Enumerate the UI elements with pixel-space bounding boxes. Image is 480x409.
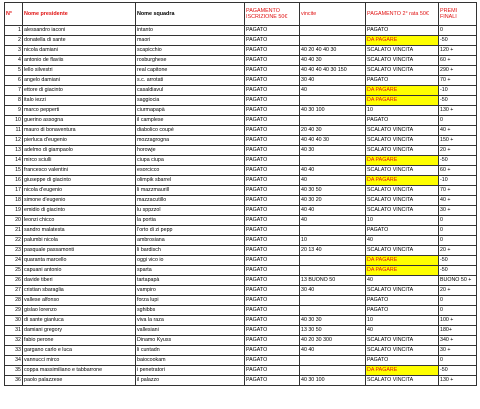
table-row — [5, 356, 477, 366]
prizes-cell: 0 — [439, 216, 477, 226]
second-installment-cell: DA PAGARE — [366, 86, 439, 96]
table-row — [5, 246, 477, 256]
team-cell: Dinamo Kyuss — [136, 336, 245, 346]
prizes-cell: 0 — [439, 296, 477, 306]
prizes-cell: 30 + — [439, 206, 477, 216]
row-number: 8 — [5, 96, 23, 106]
second-installment-cell: SCALATO VINCITA — [366, 186, 439, 196]
second-installment-cell: 10 — [366, 216, 439, 226]
second-installment-cell: SCALATO VINCITA — [366, 66, 439, 76]
wins-cell — [300, 226, 366, 236]
team-cell: lu sppzzol — [136, 206, 245, 216]
prizes-cell: -10 — [439, 86, 477, 96]
row-number: 18 — [5, 196, 23, 206]
table-row — [5, 106, 477, 116]
wins-cell: 40 40 — [300, 346, 366, 356]
prizes-cell: 60 + — [439, 166, 477, 176]
prizes-cell: 30 + — [439, 346, 477, 356]
fee-cell: PAGATO — [245, 166, 300, 176]
fee-cell: PAGATO — [245, 296, 300, 306]
fee-cell: PAGATO — [245, 126, 300, 136]
fee-cell: PAGATO — [245, 276, 300, 286]
team-cell: li cuntadn — [136, 346, 245, 356]
table-row — [5, 296, 477, 306]
team-cell: il camplese — [136, 116, 245, 126]
wins-cell: 13 30 50 — [300, 326, 366, 336]
team-cell: horowje — [136, 146, 245, 156]
president-cell: sandro malatesta — [23, 226, 136, 236]
row-number: 10 — [5, 116, 23, 126]
fee-cell: PAGATO — [245, 86, 300, 96]
fee-cell: PAGATO — [245, 56, 300, 66]
president-cell: palumbi nicola — [23, 236, 136, 246]
table-row — [5, 286, 477, 296]
row-number: 11 — [5, 126, 23, 136]
team-cell: li mazzmaurill — [136, 186, 245, 196]
team-cell: maori — [136, 36, 245, 46]
president-cell: emidio di giacinto — [23, 206, 136, 216]
table-row — [5, 336, 477, 346]
prizes-cell: -10 — [439, 176, 477, 186]
fee-cell: PAGATO — [245, 266, 300, 276]
header-wins: vincite — [300, 3, 366, 26]
row-number: 4 — [5, 56, 23, 66]
team-cell: mozzagrogna — [136, 136, 245, 146]
table-row — [5, 256, 477, 266]
team-cell: li bardisch — [136, 246, 245, 256]
president-cell: alessandro iaconi — [23, 26, 136, 36]
fee-cell: PAGATO — [245, 366, 300, 376]
row-number: 13 — [5, 146, 23, 156]
team-cell: baiocookam — [136, 356, 245, 366]
header-number: N° — [5, 3, 23, 26]
row-number: 26 — [5, 276, 23, 286]
row-number: 34 — [5, 356, 23, 366]
table-row — [5, 176, 477, 186]
fee-cell: PAGATO — [245, 356, 300, 366]
row-number: 27 — [5, 286, 23, 296]
wins-cell: 10 — [300, 236, 366, 246]
president-cell: vannucci mirco — [23, 356, 136, 366]
fee-cell: PAGATO — [245, 46, 300, 56]
wins-cell: 40 20 30 300 — [300, 336, 366, 346]
prizes-cell: 150 + — [439, 136, 477, 146]
president-cell: davide tiberi — [23, 276, 136, 286]
team-cell: ambrosiana — [136, 236, 245, 246]
team-cell: s.c. arrotati — [136, 76, 245, 86]
wins-cell: 30 40 — [300, 76, 366, 86]
fee-cell: PAGATO — [245, 316, 300, 326]
header-team: Nome squadra — [136, 3, 245, 26]
spreadsheet — [4, 2, 476, 386]
header-prizes: PREMI FINALI — [439, 3, 477, 26]
wins-cell: 40 40 — [300, 166, 366, 176]
team-cell: la portia — [136, 216, 245, 226]
president-cell: nicola d'eugenio — [23, 186, 136, 196]
row-number: 3 — [5, 46, 23, 56]
wins-cell: 40 — [300, 216, 366, 226]
row-number: 14 — [5, 156, 23, 166]
second-installment-cell: 40 — [366, 276, 439, 286]
wins-cell — [300, 26, 366, 36]
second-installment-cell: 40 — [366, 326, 439, 336]
table-row — [5, 186, 477, 196]
second-installment-cell: DA PAGARE — [366, 36, 439, 46]
fee-cell: PAGATO — [245, 36, 300, 46]
second-installment-cell: 10 — [366, 316, 439, 326]
row-number: 25 — [5, 266, 23, 276]
president-cell: fabio perone — [23, 336, 136, 346]
president-cell: mirco sciulli — [23, 156, 136, 166]
table-row — [5, 236, 477, 246]
row-number: 23 — [5, 246, 23, 256]
table-row — [5, 346, 477, 356]
wins-cell: 40 — [300, 176, 366, 186]
prizes-cell: 40 + — [439, 126, 477, 136]
president-cell: pierluca d'eugenio — [23, 136, 136, 146]
fee-cell: PAGATO — [245, 96, 300, 106]
president-cell: antonio de flaviis — [23, 56, 136, 66]
president-cell: damiani gregory — [23, 326, 136, 336]
table-row — [5, 76, 477, 86]
prizes-cell: 0 — [439, 356, 477, 366]
prizes-cell: 340 + — [439, 336, 477, 346]
team-cell: ciurmapapà — [136, 106, 245, 116]
president-cell: gislao lorenzo — [23, 306, 136, 316]
prizes-cell: 120 + — [439, 46, 477, 56]
row-number: 36 — [5, 376, 23, 386]
wins-cell — [300, 96, 366, 106]
row-number: 17 — [5, 186, 23, 196]
president-cell: mauro di bonaventura — [23, 126, 136, 136]
fee-cell: PAGATO — [245, 66, 300, 76]
team-cell: olimpik sbarrel — [136, 176, 245, 186]
wins-cell: 40 40 30 — [300, 56, 366, 66]
prizes-cell: 290 + — [439, 66, 477, 76]
president-cell: giuseppe di giacinto — [23, 176, 136, 186]
president-cell: di sante gianluca — [23, 316, 136, 326]
president-cell: gargano carlo e luca — [23, 346, 136, 356]
header-second-installment: PAGAMENTO 2° rata 50€ — [366, 3, 439, 26]
prizes-cell: 0 — [439, 116, 477, 126]
second-installment-cell: SCALATO VINCITA — [366, 166, 439, 176]
row-number: 28 — [5, 296, 23, 306]
second-installment-cell: DA PAGARE — [366, 96, 439, 106]
president-cell: leonzi chicco — [23, 216, 136, 226]
wins-cell — [300, 36, 366, 46]
president-cell: lello silvestri — [23, 66, 136, 76]
table-row — [5, 26, 477, 36]
fee-cell: PAGATO — [245, 176, 300, 186]
president-cell: capuani antonio — [23, 266, 136, 276]
president-cell: francesco valentini — [23, 166, 136, 176]
fee-cell: PAGATO — [245, 136, 300, 146]
wins-cell: 40 20 40 40 30 — [300, 46, 366, 56]
prizes-cell: 20 + — [439, 246, 477, 256]
second-installment-cell: 40 — [366, 236, 439, 246]
wins-cell: 40 30 — [300, 146, 366, 156]
second-installment-cell: PAGATO — [366, 226, 439, 236]
team-cell: l'orto di zi pepp — [136, 226, 245, 236]
fee-cell: PAGATO — [245, 186, 300, 196]
wins-cell: 40 40 40 30 — [300, 136, 366, 146]
president-cell: paolo palazzese — [23, 376, 136, 386]
row-number: 30 — [5, 316, 23, 326]
fee-cell: PAGATO — [245, 246, 300, 256]
second-installment-cell: PAGATO — [366, 26, 439, 36]
wins-cell: 40 30 30 — [300, 316, 366, 326]
team-cell: vampiro — [136, 286, 245, 296]
president-cell: quaranta marcello — [23, 256, 136, 266]
row-number: 33 — [5, 346, 23, 356]
wins-cell: 40 30 20 — [300, 196, 366, 206]
fee-cell: PAGATO — [245, 206, 300, 216]
prizes-cell: 40 + — [439, 196, 477, 206]
president-cell: simone d'eugenio — [23, 196, 136, 206]
team-cell: intanto — [136, 26, 245, 36]
team-cell: i penetratori — [136, 366, 245, 376]
second-installment-cell: DA PAGARE — [366, 156, 439, 166]
prizes-cell: -50 — [439, 96, 477, 106]
fee-cell: PAGATO — [245, 256, 300, 266]
fee-cell: PAGATO — [245, 286, 300, 296]
table-row — [5, 46, 477, 56]
wins-cell — [300, 156, 366, 166]
header-row — [5, 3, 477, 26]
team-cell: esorcicco — [136, 166, 245, 176]
row-number: 7 — [5, 86, 23, 96]
second-installment-cell: SCALATO VINCITA — [366, 136, 439, 146]
fee-cell: PAGATO — [245, 26, 300, 36]
wins-cell — [300, 366, 366, 376]
prizes-cell: 130 + — [439, 376, 477, 386]
wins-cell: 40 30 100 — [300, 106, 366, 116]
row-number: 5 — [5, 66, 23, 76]
row-number: 16 — [5, 176, 23, 186]
second-installment-cell: DA PAGARE — [366, 256, 439, 266]
prizes-cell: BUONO 50 + — [439, 276, 477, 286]
wins-cell: 20 40 30 — [300, 126, 366, 136]
wins-cell: 30 40 — [300, 286, 366, 296]
table-row — [5, 226, 477, 236]
fee-cell: PAGATO — [245, 196, 300, 206]
second-installment-cell: PAGATO — [366, 306, 439, 316]
prizes-cell: -50 — [439, 256, 477, 266]
team-cell: rosburghese — [136, 56, 245, 66]
prizes-cell: 0 — [439, 236, 477, 246]
president-cell: guerino assogna — [23, 116, 136, 126]
second-installment-cell: SCALATO VINCITA — [366, 376, 439, 386]
table-row — [5, 96, 477, 106]
second-installment-cell: SCALATO VINCITA — [366, 246, 439, 256]
row-number: 19 — [5, 206, 23, 216]
president-cell: nicola damiani — [23, 46, 136, 56]
fee-cell: PAGATO — [245, 146, 300, 156]
president-cell: ettore di giacinto — [23, 86, 136, 96]
wins-cell: 20 13 40 — [300, 246, 366, 256]
table-row — [5, 376, 477, 386]
table-row — [5, 316, 477, 326]
wins-cell — [300, 116, 366, 126]
fee-cell: PAGATO — [245, 376, 300, 386]
second-installment-cell: 10 — [366, 106, 439, 116]
fee-cell: PAGATO — [245, 106, 300, 116]
fee-cell: PAGATO — [245, 346, 300, 356]
table-row — [5, 266, 477, 276]
table-row — [5, 216, 477, 226]
row-number: 32 — [5, 336, 23, 346]
president-cell: cristian sbaraglia — [23, 286, 136, 296]
row-number: 20 — [5, 216, 23, 226]
team-cell: il palazzo — [136, 376, 245, 386]
row-number: 29 — [5, 306, 23, 316]
row-number: 15 — [5, 166, 23, 176]
row-number: 24 — [5, 256, 23, 266]
prizes-cell: -50 — [439, 156, 477, 166]
second-installment-cell: DA PAGARE — [366, 266, 439, 276]
president-cell: donatella di sante — [23, 36, 136, 46]
fee-cell: PAGATO — [245, 156, 300, 166]
table-row — [5, 66, 477, 76]
table-row — [5, 206, 477, 216]
row-number: 2 — [5, 36, 23, 46]
second-installment-cell: SCALATO VINCITA — [366, 146, 439, 156]
team-cell: real capitone — [136, 66, 245, 76]
president-cell: coppa massimiliano e tabbarrone — [23, 366, 136, 376]
president-cell: pasquale passamonti — [23, 246, 136, 256]
prizes-cell: 180+ — [439, 326, 477, 336]
fee-cell: PAGATO — [245, 226, 300, 236]
prizes-cell: -50 — [439, 366, 477, 376]
table-row — [5, 136, 477, 146]
prizes-cell: 70 + — [439, 186, 477, 196]
row-number: 1 — [5, 26, 23, 36]
team-cell: mazzacutillo — [136, 196, 245, 206]
second-installment-cell: SCALATO VINCITA — [366, 46, 439, 56]
table-row — [5, 166, 477, 176]
row-number: 6 — [5, 76, 23, 86]
row-number: 31 — [5, 326, 23, 336]
president-cell: adelmo di giampaolo — [23, 146, 136, 156]
president-cell: marco pepperti — [23, 106, 136, 116]
president-cell: angelo damiani — [23, 76, 136, 86]
prizes-cell: 130 + — [439, 106, 477, 116]
second-installment-cell: SCALATO VINCITA — [366, 336, 439, 346]
team-cell: scapicchio — [136, 46, 245, 56]
prizes-cell: 0 — [439, 306, 477, 316]
wins-cell: 40 30 50 — [300, 186, 366, 196]
prizes-cell: 20 + — [439, 146, 477, 156]
second-installment-cell: SCALATO VINCITA — [366, 56, 439, 66]
wins-cell — [300, 266, 366, 276]
table-row — [5, 276, 477, 286]
team-cell: saggiocia — [136, 96, 245, 106]
team-cell: sparta — [136, 266, 245, 276]
wins-cell: 40 40 — [300, 206, 366, 216]
row-number: 12 — [5, 136, 23, 146]
row-number: 22 — [5, 236, 23, 246]
second-installment-cell: PAGATO — [366, 116, 439, 126]
wins-cell — [300, 256, 366, 266]
wins-cell — [300, 356, 366, 366]
row-number: 9 — [5, 106, 23, 116]
team-cell: viva la raza — [136, 316, 245, 326]
team-cell: forza lupi — [136, 296, 245, 306]
second-installment-cell: SCALATO VINCITA — [366, 196, 439, 206]
table-row — [5, 56, 477, 66]
wins-cell — [300, 306, 366, 316]
second-installment-cell: SCALATO VINCITA — [366, 346, 439, 356]
prizes-cell: 20 + — [439, 286, 477, 296]
second-installment-cell: PAGATO — [366, 356, 439, 366]
prizes-cell: 70 + — [439, 76, 477, 86]
second-installment-cell: DA PAGARE — [366, 176, 439, 186]
table-row — [5, 196, 477, 206]
president-cell: italo iezzi — [23, 96, 136, 106]
fee-cell: PAGATO — [245, 236, 300, 246]
prizes-cell: 0 — [439, 26, 477, 36]
wins-cell: 40 40 40 40 30 150 — [300, 66, 366, 76]
fee-cell: PAGATO — [245, 306, 300, 316]
team-cell: vallesiani — [136, 326, 245, 336]
team-cell: sghibbs — [136, 306, 245, 316]
table-row — [5, 156, 477, 166]
president-cell: vallese alfonso — [23, 296, 136, 306]
second-installment-cell: DA PAGARE — [366, 366, 439, 376]
prizes-cell: -50 — [439, 36, 477, 46]
table-row — [5, 86, 477, 96]
fee-cell: PAGATO — [245, 326, 300, 336]
fee-cell: PAGATO — [245, 336, 300, 346]
prizes-cell: 60 + — [439, 56, 477, 66]
league-payments-table — [4, 2, 477, 386]
team-cell: tartapapà — [136, 276, 245, 286]
table-row — [5, 366, 477, 376]
team-cell: oggi vico io — [136, 256, 245, 266]
prizes-cell: 100 + — [439, 316, 477, 326]
fee-cell: PAGATO — [245, 116, 300, 126]
table-row — [5, 36, 477, 46]
team-cell: casaldiavul — [136, 86, 245, 96]
prizes-cell: 0 — [439, 226, 477, 236]
team-cell: ciupa ciupa — [136, 156, 245, 166]
prizes-cell: -50 — [439, 266, 477, 276]
second-installment-cell: SCALATO VINCITA — [366, 126, 439, 136]
team-cell: diabolico coupé — [136, 126, 245, 136]
table-row — [5, 146, 477, 156]
header-president: Nome presidente — [23, 3, 136, 26]
wins-cell: 40 30 100 — [300, 376, 366, 386]
fee-cell: PAGATO — [245, 216, 300, 226]
table-row — [5, 116, 477, 126]
fee-cell: PAGATO — [245, 76, 300, 86]
wins-cell: 13 BUONO 50 — [300, 276, 366, 286]
table-row — [5, 126, 477, 136]
second-installment-cell: PAGATO — [366, 76, 439, 86]
wins-cell — [300, 296, 366, 306]
table-row — [5, 306, 477, 316]
second-installment-cell: PAGATO — [366, 296, 439, 306]
wins-cell: 40 — [300, 86, 366, 96]
table-row — [5, 326, 477, 336]
row-number: 21 — [5, 226, 23, 236]
second-installment-cell: SCALATO VINCITA — [366, 206, 439, 216]
second-installment-cell: SCALATO VINCITA — [366, 286, 439, 296]
header-fee: PAGAMENTO ISCRIZIONE 50€ — [245, 3, 300, 26]
row-number: 35 — [5, 366, 23, 376]
